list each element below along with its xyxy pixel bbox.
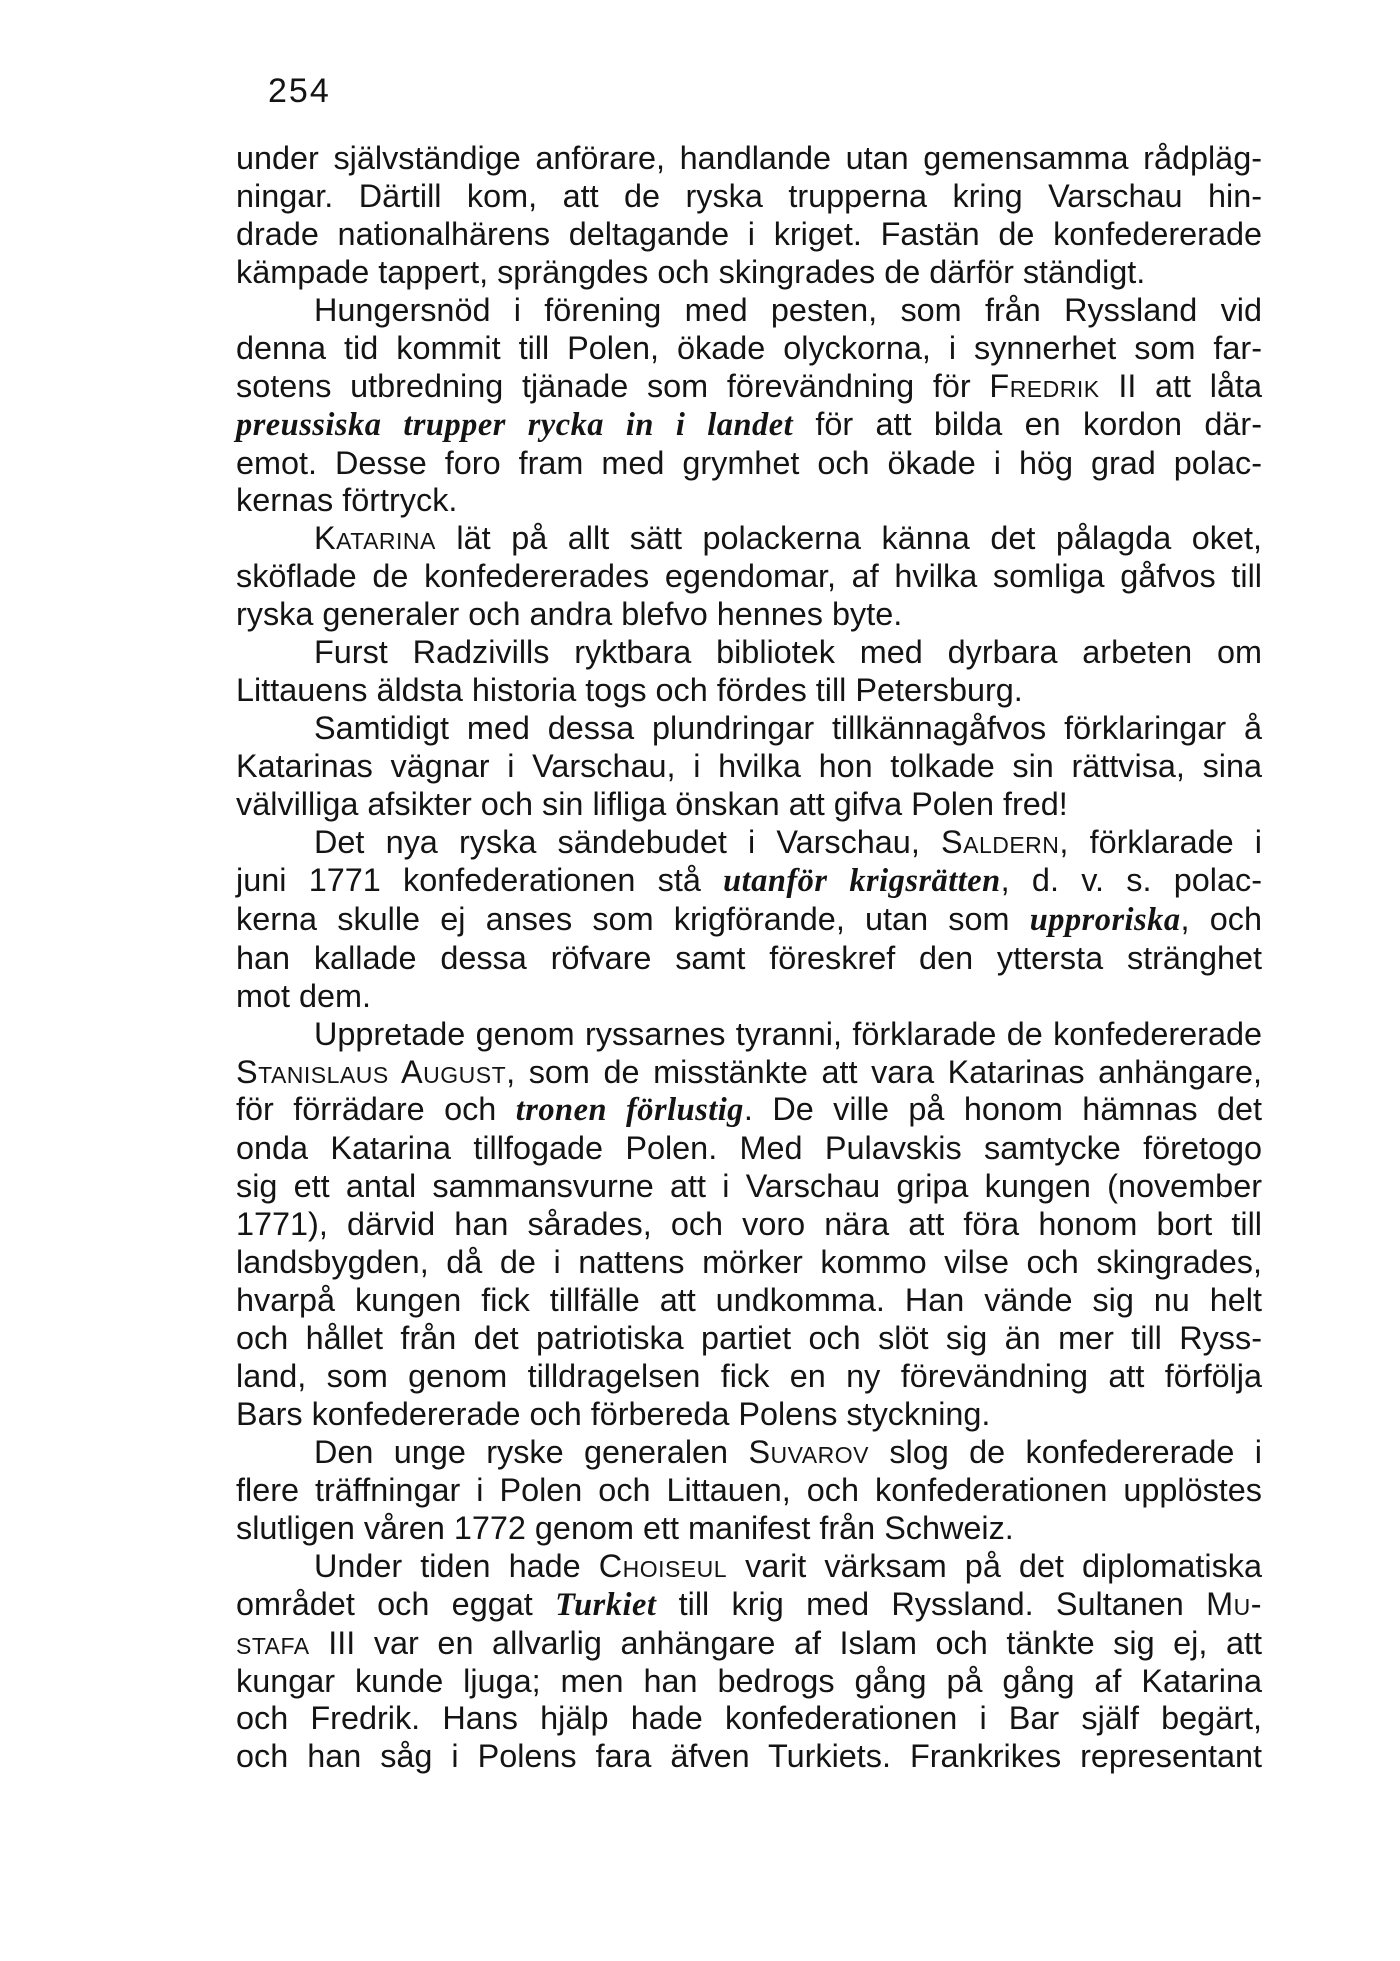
small-caps-name: Choiseul	[598, 1547, 728, 1584]
text-run: kungar kunde ljuga; men han bedrogs gång på gång af Katarina	[236, 1662, 1262, 1699]
text-run: för att bilda en kordon där-	[793, 405, 1262, 442]
text-line	[236, 1016, 1262, 1054]
text-line	[236, 634, 1262, 672]
text-run: hvarpå kungen fick tillfälle att undkomma. Han vände sig nu helt	[236, 1282, 1262, 1319]
italic-emphasis: Turkiet	[555, 1586, 657, 1623]
small-caps-name: Saldern	[941, 823, 1060, 860]
small-caps-name: Stanislaus August	[236, 1053, 507, 1090]
text-line	[236, 748, 1262, 786]
text-line	[236, 1663, 1262, 1701]
text-run: han kallade dessa röfvare samt föreskref den yttersta stränghet	[236, 939, 1262, 976]
text-run: och Fredrik. Hans hjälp hade konfederationen i Bar själf begärt,	[236, 1700, 1262, 1737]
text-run: denna tid kommit till Polen, ökade olyckorna, i synnerhet som far-	[236, 329, 1262, 366]
text-run: kämpade tappert, sprängdes och skingrades de därför ständigt.	[236, 253, 1146, 290]
text-run: juni 1771 konfederationen stå	[236, 861, 724, 898]
text-line	[236, 1510, 1262, 1548]
text-line	[236, 1434, 1262, 1472]
text-line	[236, 1738, 1262, 1776]
text-run: varit värksam på det diplomatiska	[727, 1547, 1263, 1584]
text-run: under självständige anförare, handlande utan gemensamma rådpläg-	[236, 140, 1262, 176]
italic-emphasis: tronen förlustig	[515, 1092, 744, 1129]
text-line	[236, 216, 1262, 254]
text-run: för förrädare och	[236, 1091, 516, 1128]
text-line	[236, 1206, 1262, 1244]
small-caps-name: Katarina	[314, 520, 436, 557]
text-run: kerna skulle ej anses som krigförande, utan som	[236, 900, 1030, 937]
text-line	[236, 1320, 1262, 1358]
text-line	[236, 710, 1262, 748]
text-line	[236, 1548, 1262, 1586]
text-line	[236, 254, 1262, 292]
text-line	[236, 940, 1262, 978]
text-line	[236, 520, 1262, 558]
text-line	[236, 978, 1262, 1016]
body-text	[236, 140, 1262, 1776]
text-run: Katarinas vägnar i Varschau, i hvilka hon tolkade sin rättvisa, sina	[236, 748, 1262, 784]
text-line	[236, 1091, 1262, 1130]
text-line	[236, 1244, 1262, 1282]
text-run: flere träffningar i Polen och Littauen, och konfederationen upplöstes	[236, 1471, 1262, 1508]
text-run: mot dem.	[236, 977, 372, 1014]
text-line	[236, 368, 1262, 406]
text-line	[236, 1586, 1262, 1625]
text-line	[236, 140, 1262, 178]
text-run: landsbygden, då de i nattens mörker kommo vilse och skingrades,	[236, 1244, 1262, 1281]
text-run: , förklarade i	[1059, 823, 1262, 860]
text-line	[236, 558, 1262, 596]
text-run: Det nya ryska sändebudet i Varschau,	[314, 823, 941, 860]
small-caps-name: Fredrik	[989, 367, 1100, 404]
text-run: , d. v. s. polac-	[1000, 861, 1263, 898]
text-run: slutligen våren 1772 genom ett manifest från Schweiz.	[236, 1509, 1014, 1546]
text-line	[236, 292, 1262, 330]
text-line	[236, 786, 1262, 824]
text-run: ryska generaler och andra blefvo hennes byte.	[236, 596, 903, 633]
text-line	[236, 445, 1262, 483]
text-line	[236, 1130, 1262, 1168]
text-run: ningar. Därtill kom, att de ryska trupperna kring Varschau hin-	[236, 177, 1262, 214]
text-line	[236, 1396, 1262, 1434]
text-run: lät på allt sätt polackerna känna det pålagda oket,	[435, 520, 1262, 557]
text-run: och hållet från det patriotiska partiet och slöt sig än mer till Ryss-	[236, 1320, 1262, 1357]
text-run: Furst Radzivills ryktbara bibliotek med dyrbara arbeten om	[314, 634, 1262, 671]
text-run: sotens utbredning tjänade som förevändning för	[236, 367, 990, 404]
text-run: , som de misstänkte att vara Katarinas anhängare,	[506, 1053, 1263, 1090]
text-run: välvilliga afsikter och sin lifliga önskan att gifva Polen fred!	[236, 785, 1068, 822]
text-line	[236, 406, 1262, 445]
text-line	[236, 672, 1262, 710]
text-line	[236, 1472, 1262, 1510]
text-run: sig ett antal sammansvurne att i Varschau gripa kungen (november	[236, 1168, 1262, 1205]
italic-emphasis: utanför krigsrätten	[723, 862, 1001, 899]
text-line	[236, 901, 1262, 940]
text-run: till krig med Ryssland. Sultanen	[656, 1585, 1207, 1622]
small-caps-name: Mu-	[1206, 1585, 1263, 1622]
text-run: 1771), därvid han sårades, och voro nära att föra honom bort till	[236, 1206, 1262, 1243]
text-run: , och	[1180, 900, 1262, 937]
text-run: slog de konfedererade i	[868, 1433, 1262, 1470]
text-line	[236, 596, 1262, 634]
text-line	[236, 1700, 1262, 1738]
text-line	[236, 1054, 1262, 1092]
text-line	[236, 1282, 1262, 1320]
text-run: II att låta	[1099, 367, 1262, 404]
text-run: kernas förtryck.	[236, 482, 458, 519]
text-line	[236, 482, 1262, 520]
text-line	[236, 862, 1262, 901]
text-line	[236, 178, 1262, 216]
small-caps-name: Suvarov	[748, 1433, 869, 1470]
text-line	[236, 824, 1262, 862]
text-run: Samtidigt med dessa plundringar tillkännagåfvos förklaringar å	[314, 710, 1262, 747]
text-run: Den unge ryske generalen	[314, 1433, 749, 1470]
italic-emphasis: upproriska	[1029, 901, 1181, 938]
small-caps-name: stafa	[236, 1624, 310, 1661]
italic-emphasis: preussiska trupper rycka in i landet	[236, 406, 794, 443]
text-run: land, som genom tilldragelsen fick en ny förevändning att förfölja	[236, 1358, 1262, 1394]
text-line	[236, 1168, 1262, 1206]
text-line	[236, 330, 1262, 368]
text-run: emot. Desse foro fram med grymhet och ökade i hög grad polac-	[236, 444, 1262, 481]
text-run: drade nationalhärens deltagande i kriget. Fastän de konfedererade	[236, 215, 1262, 252]
text-run: sköflade de konfedererades egendomar, af hvilka somliga gåfvos till	[236, 558, 1262, 595]
text-run: Littauens äldsta historia togs och fördes till Petersburg.	[236, 672, 1023, 709]
text-run: och han såg i Polens fara äfven Turkiets. Frankrikes representant	[236, 1738, 1262, 1775]
page-number: 254	[268, 72, 331, 110]
text-run: Uppretade genom ryssarnes tyranni, förklarade de konfedererade	[314, 1015, 1262, 1052]
text-run: . De ville på honom hämnas det	[743, 1091, 1263, 1128]
text-line	[236, 1625, 1262, 1663]
text-run: området och eggat	[236, 1585, 556, 1622]
text-run: onda Katarina tillfogade Polen. Med Pulavskis samtycke företogo	[236, 1130, 1262, 1167]
text-run: Hungersnöd i förening med pesten, som från Ryssland vid	[314, 291, 1262, 328]
text-line	[236, 1358, 1262, 1396]
text-run: Bars konfedererade och förbereda Polens styckning.	[236, 1395, 991, 1432]
text-run: Under tiden hade	[314, 1547, 599, 1584]
text-run: III var en allvarlig anhängare af Islam och tänkte sig ej, att	[309, 1624, 1262, 1661]
